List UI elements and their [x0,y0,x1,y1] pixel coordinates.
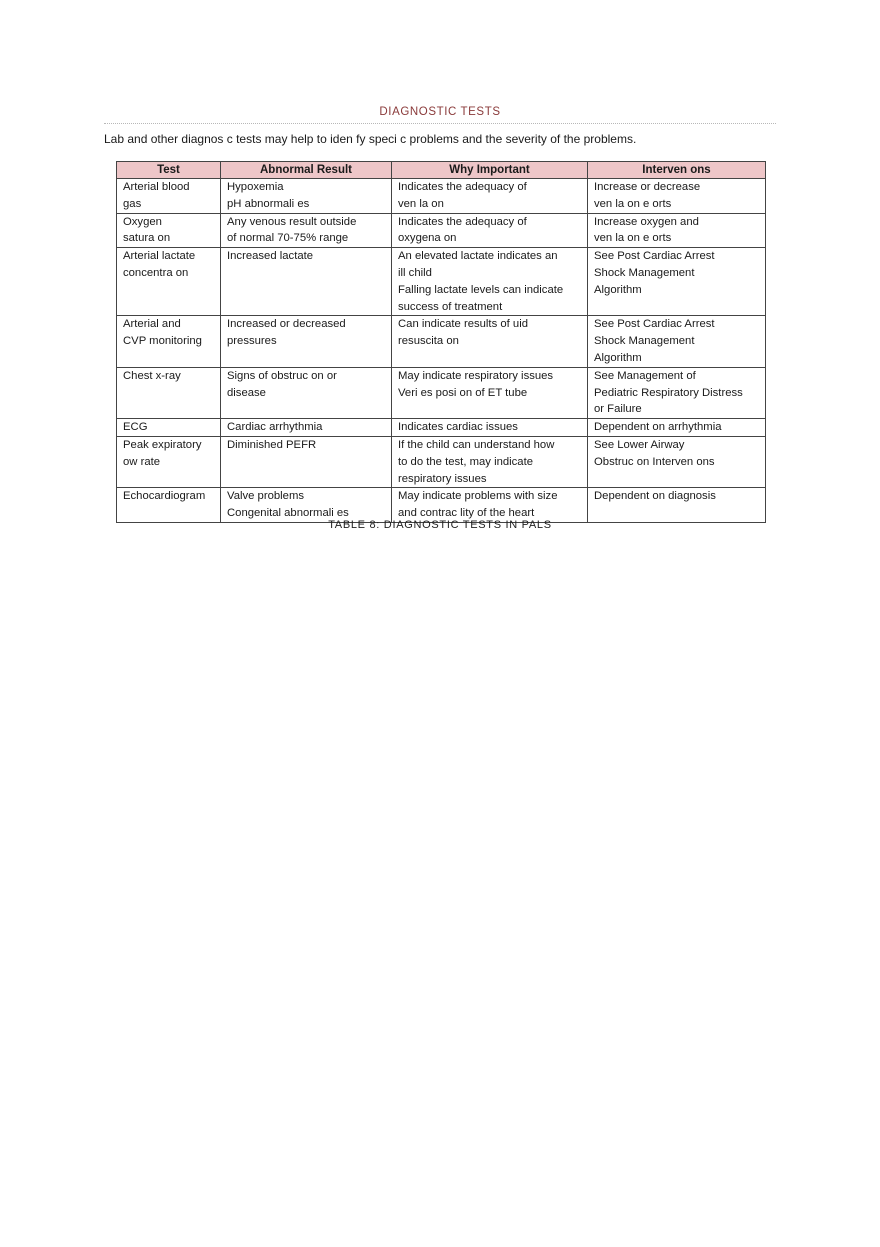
table-row [117,316,766,367]
diagnostic-tests-table [116,161,766,523]
cell-abnormal-result: Valve problems Congenital abnormali es [221,488,392,523]
cell-why-important: If the child can understand how to do the test, may indicate respiratory issues [392,436,588,487]
table-row [117,488,766,523]
table-row [117,436,766,487]
column-header-test: Test [117,162,221,179]
cell-abnormal-result: Diminished PEFR [221,436,392,487]
cell-why-important: An elevated lactate indicates an ill child Falling lactate levels can indicate success of treatment [392,248,588,316]
cell-abnormal-result: Signs of obstruc on or disease [221,367,392,418]
column-header-interventions: Interven ons [588,162,766,179]
cell-abnormal-result: Increased lactate [221,248,392,316]
cell-intervention: Increase or decrease ven la on e orts [588,179,766,214]
cell-abnormal-result: Cardiac arrhythmia [221,419,392,437]
table-row [117,248,766,316]
table-caption: TABLE 8: DIAGNOSTIC TESTS IN PALS [328,519,552,531]
cell-intervention: See Post Cardiac Arrest Shock Management Algorithm [588,316,766,367]
cell-test: Oxygen satura on [117,213,221,248]
table-row [117,367,766,418]
cell-abnormal-result: Increased or decreased pressures [221,316,392,367]
column-header-abnormal-result: Abnormal Result [221,162,392,179]
table-row [117,419,766,437]
cell-intervention: See Management of Pediatric Respiratory Distress or Failure [588,367,766,418]
table-row [117,213,766,248]
column-header-why-important: Why Important [392,162,588,179]
cell-intervention: Dependent on arrhythmia [588,419,766,437]
intro-paragraph: Lab and other diagnos c tests may help to iden fy speci c problems and the severity of the problems. [104,132,637,146]
cell-abnormal-result: Hypoxemia pH abnormali es [221,179,392,214]
cell-why-important: Indicates the adequacy of ven la on [392,179,588,214]
cell-intervention: See Post Cardiac Arrest Shock Management Algorithm [588,248,766,316]
cell-intervention: Dependent on diagnosis [588,488,766,523]
table-row [117,179,766,214]
cell-why-important: May indicate respiratory issues Veri es posi on of ET tube [392,367,588,418]
table-header-row [117,162,766,179]
cell-why-important: May indicate problems with size and contrac lity of the heart [392,488,588,523]
cell-test: Chest x-ray [117,367,221,418]
cell-test: Arterial lactate concentra on [117,248,221,316]
cell-test: Arterial and CVP monitoring [117,316,221,367]
cell-intervention: Increase oxygen and ven la on e orts [588,213,766,248]
cell-test: Echocardiogram [117,488,221,523]
cell-why-important: Indicates the adequacy of oxygena on [392,213,588,248]
cell-why-important: Can indicate results of uid resuscita on [392,316,588,367]
cell-abnormal-result: Any venous result outside of normal 70-75% range [221,213,392,248]
cell-test: ECG [117,419,221,437]
section-heading: DIAGNOSTIC TESTS [379,106,501,118]
cell-why-important: Indicates cardiac issues [392,419,588,437]
cell-test: Peak expiratory ow rate [117,436,221,487]
cell-intervention: See Lower Airway Obstruc on Interven ons [588,436,766,487]
heading-divider [104,123,776,124]
cell-test: Arterial blood gas [117,179,221,214]
